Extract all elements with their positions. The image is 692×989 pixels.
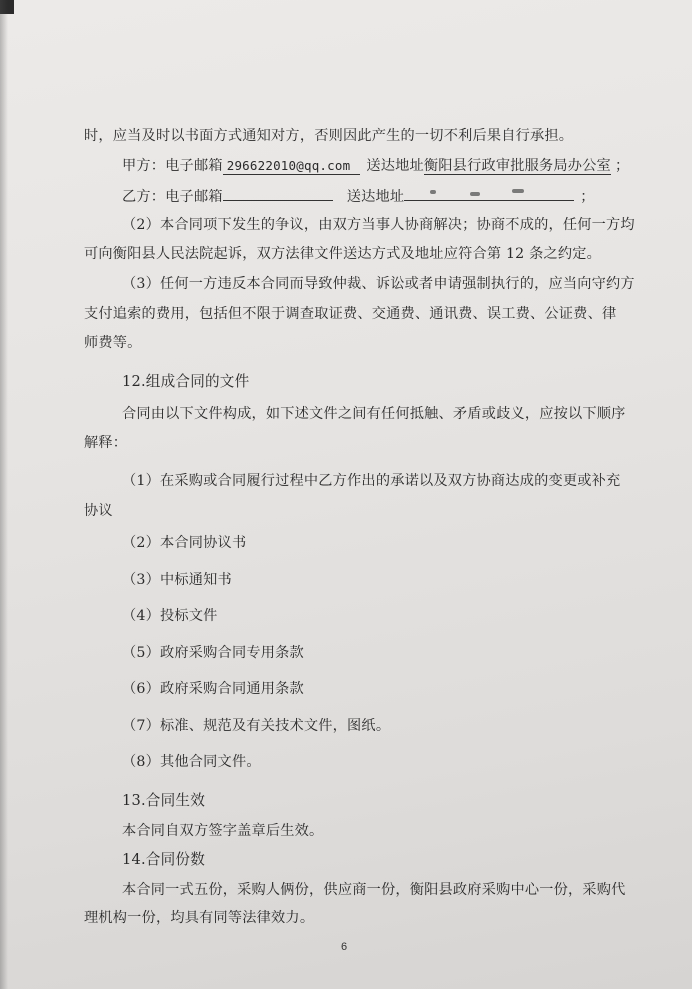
party-b-address-blank: [404, 186, 574, 201]
text-line: 解释：: [84, 435, 128, 451]
party-a-email: 296622010@qq.com: [223, 158, 361, 175]
party-a-address: 衡阳县行政审批服务局办公室: [423, 158, 611, 174]
text-line: 支付追索的费用，包括但不限于调查取证费、交通费、通讯费、误工费、公证费、律: [84, 306, 617, 322]
text-line: 理机构一份，均具有同等法律效力。: [84, 910, 315, 926]
list-item: （3）中标通知书: [122, 572, 232, 588]
list-item: （1）在采购或合同履行过程中乙方作出的承诺以及双方协商达成的变更或补充: [122, 473, 621, 489]
list-item: （2）本合同协议书: [122, 535, 247, 551]
ink-smudge: [430, 190, 436, 194]
party-a-address-label: 送达地址: [366, 158, 424, 174]
list-item-continuation: 协议: [84, 503, 113, 519]
text-line: 本合同一式五份，采购人俩份，供应商一份，衡阳县政府采购中心一份，采购代: [122, 882, 626, 898]
party-b-email-blank: [223, 186, 333, 201]
text-line: 合同由以下文件构成，如下述文件之间有任何抵触、矛盾或歧义，应按以下顺序: [122, 406, 626, 422]
list-item: （4）投标文件: [122, 608, 218, 624]
party-a-email-label: 甲方：电子邮箱: [122, 158, 223, 174]
text-line: 师费等。: [84, 335, 142, 351]
ink-smudge: [470, 192, 480, 196]
list-item: （8）其他合同文件。: [122, 754, 261, 770]
list-item: （7）标准、规范及有关技术文件，图纸。: [122, 718, 391, 734]
party-a-end: ；: [614, 158, 630, 174]
text-line: 本合同自双方签字盖章后生效。: [122, 823, 324, 839]
party-b-line: [122, 186, 595, 207]
page-edge-shadow: [0, 0, 8, 989]
party-a-line: [122, 156, 629, 176]
party-b-email-label: 乙方：电子邮箱: [122, 189, 223, 205]
text-line: （2）本合同项下发生的争议，由双方当事人协商解决；协商不成的，任何一方均: [122, 217, 635, 233]
list-item: （6）政府采购合同通用条款: [122, 681, 304, 697]
party-b-end: ；: [580, 189, 595, 205]
page-number: 6: [341, 941, 348, 953]
section-heading: 14.合同份数: [122, 851, 205, 868]
section-heading: 12.组成合同的文件: [122, 373, 250, 390]
ink-smudge: [512, 189, 524, 193]
text-line: （3）任何一方违反本合同而导致仲裁、诉讼或者申请强制执行的，应当向守约方: [122, 276, 635, 292]
list-item: （5）政府采购合同专用条款: [122, 645, 304, 661]
section-heading: 13.合同生效: [122, 792, 205, 809]
party-b-address-label: 送达地址: [346, 189, 405, 205]
text-line: 可向衡阳县人民法院起诉，双方法律文件送达方式及地址应符合第 12 条之约定。: [84, 246, 602, 262]
text-line: 时，应当及时以书面方式通知对方，否则因此产生的一切不利后果自行承担。: [84, 128, 574, 144]
